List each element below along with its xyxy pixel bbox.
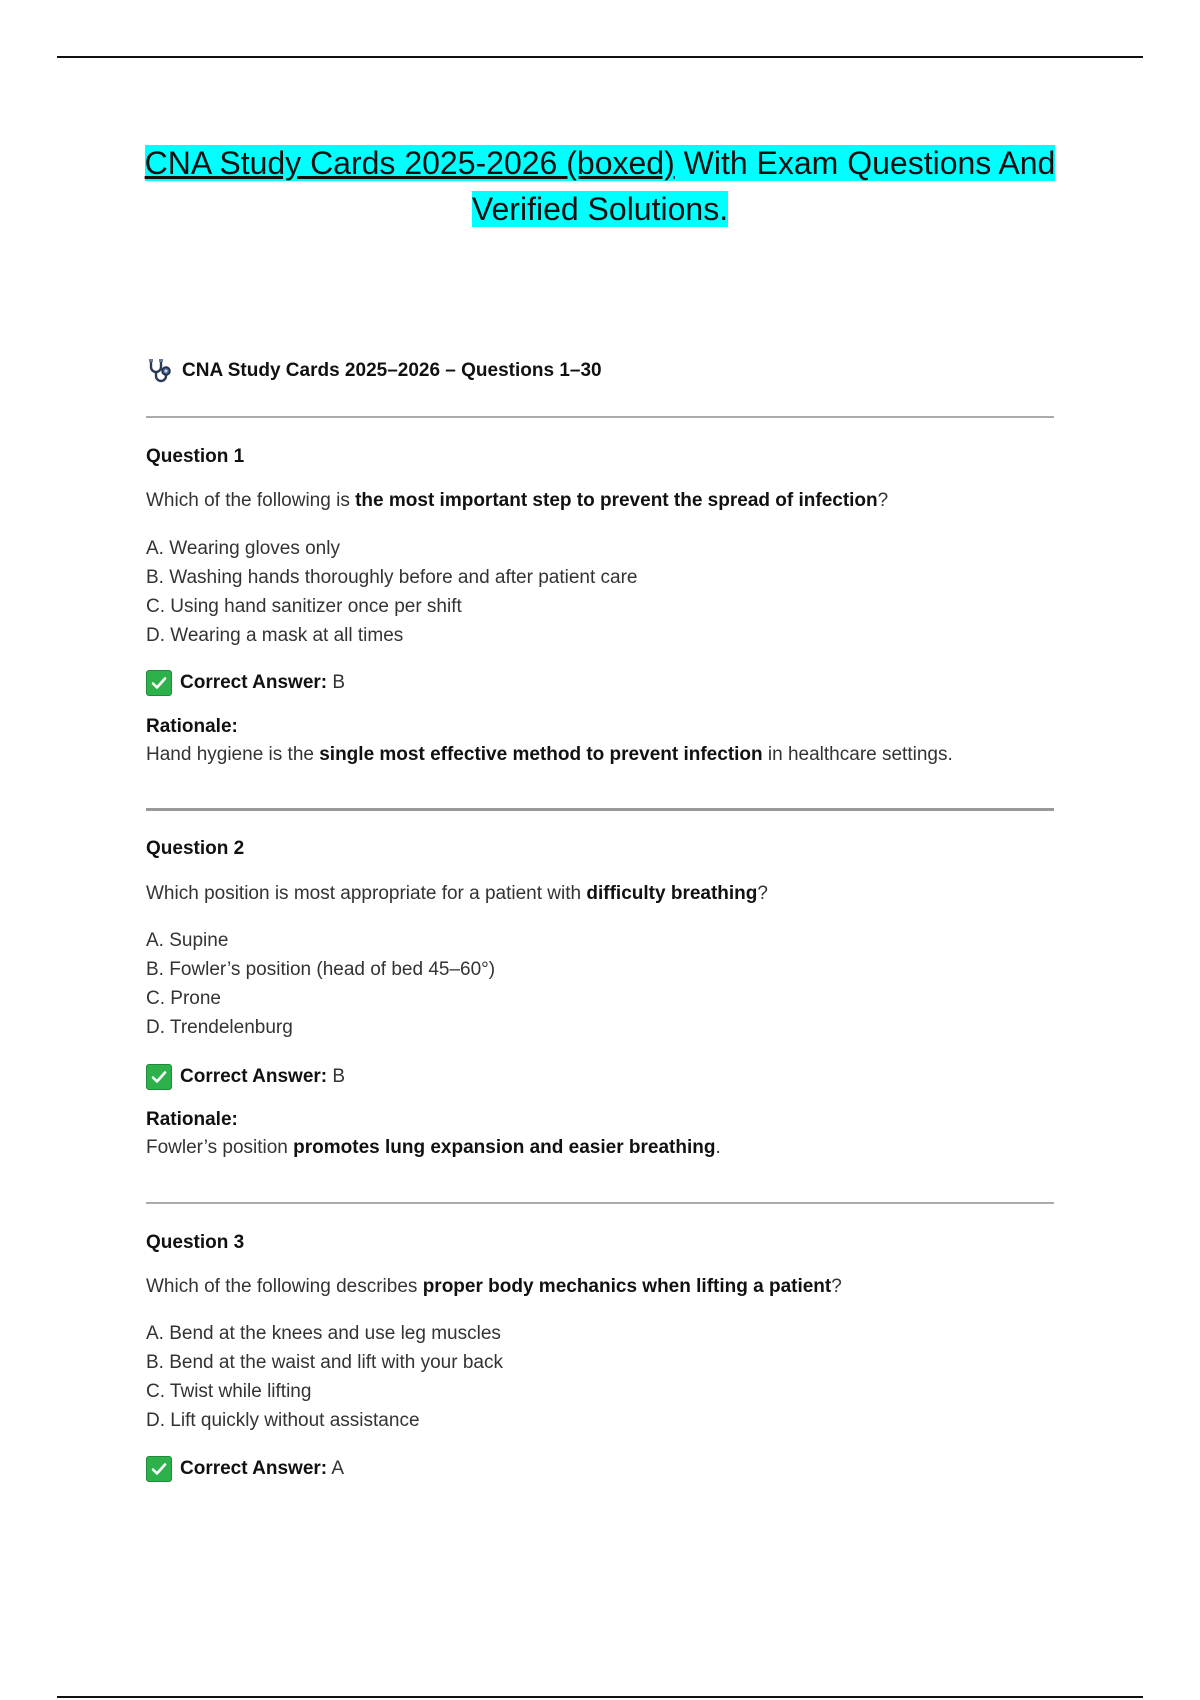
correct-answer — [146, 1456, 1054, 1482]
title-rest: With Exam Questions And — [674, 145, 1056, 181]
question-heading: Question 3 — [146, 1232, 245, 1253]
question-heading: Question 1 — [146, 446, 245, 467]
correct-answer-value: A — [327, 1458, 345, 1479]
question-text-post: ? — [877, 490, 889, 511]
rationale-emphasis: promotes lung expansion and easier breathing — [293, 1137, 716, 1158]
rationale-label: Rationale: — [146, 1109, 238, 1130]
option-d: D. Lift quickly without assistance — [146, 1410, 420, 1431]
question-text — [146, 1276, 1054, 1298]
section-subheading — [146, 354, 1054, 388]
question-text-post: ? — [831, 1276, 842, 1297]
title-line-1 — [145, 145, 1056, 181]
question-heading: Question 2 — [146, 838, 245, 859]
rationale-label: Rationale: — [146, 716, 238, 737]
rationale-emphasis: single most effective method to prevent infection — [319, 744, 763, 765]
option-a: A. Wearing gloves only — [146, 538, 340, 559]
page-top-rule — [57, 56, 1143, 58]
options-list — [146, 534, 1054, 650]
option-d: D. Wearing a mask at all times — [146, 625, 404, 646]
correct-answer-value: B — [327, 1066, 346, 1087]
question-1 — [146, 446, 1054, 468]
correct-answer-value: B — [327, 672, 346, 693]
options-list — [146, 1319, 1054, 1435]
option-a: A. Supine — [146, 930, 229, 951]
question-text-emphasis: the most important step to prevent the spread of infection — [355, 490, 878, 511]
option-b: B. Bend at the waist and lift with your back — [146, 1352, 503, 1373]
title-line-2: Verified Solutions. — [471, 191, 729, 227]
option-b: B. Washing hands thoroughly before and after patient care — [146, 567, 638, 588]
question-text — [146, 490, 1054, 512]
rationale-post: . — [715, 1137, 721, 1158]
correct-answer — [146, 1064, 1054, 1090]
question-2 — [146, 838, 1054, 860]
subheading-text: CNA Study Cards 2025–2026 – Questions 1–30 — [182, 360, 602, 381]
rationale-pre: Fowler’s position — [146, 1137, 294, 1158]
rationale-text — [146, 1137, 1054, 1159]
correct-answer-label: Correct Answer: — [180, 672, 328, 693]
page-bottom-rule — [57, 1696, 1143, 1698]
stethoscope-icon — [146, 357, 174, 385]
rationale-post: in healthcare settings. — [762, 744, 953, 765]
option-b: B. Fowler’s position (head of bed 45–60°) — [146, 959, 496, 980]
check-mark-icon — [146, 670, 172, 696]
option-c: C. Using hand sanitizer once per shift — [146, 596, 462, 617]
document-title — [100, 140, 1100, 232]
question-text-pre: Which of the following is — [146, 490, 356, 511]
option-c: C. Twist while lifting — [146, 1381, 312, 1402]
rationale-text — [146, 744, 1054, 766]
rationale-pre: Hand hygiene is the — [146, 744, 320, 765]
check-mark-icon — [146, 1064, 172, 1090]
correct-answer-label: Correct Answer: — [180, 1066, 328, 1087]
title-underlined-part: CNA Study Cards 2025-2026 (boxed) — [144, 145, 675, 181]
question-text — [146, 883, 1054, 905]
correct-answer — [146, 670, 1054, 696]
separator — [146, 808, 1054, 811]
question-text-pre: Which of the following describes — [146, 1276, 423, 1297]
correct-answer-label: Correct Answer: — [180, 1458, 328, 1479]
check-mark-icon — [146, 1456, 172, 1482]
option-a: A. Bend at the knees and use leg muscles — [146, 1323, 501, 1344]
question-text-emphasis: difficulty breathing — [586, 883, 758, 904]
option-d: D. Trendelenburg — [146, 1017, 293, 1038]
question-3 — [146, 1232, 1054, 1254]
option-c: C. Prone — [146, 988, 221, 1009]
question-text-pre: Which position is most appropriate for a patient with — [146, 883, 587, 904]
options-list — [146, 926, 1054, 1042]
separator — [146, 416, 1054, 418]
question-text-emphasis: proper body mechanics when lifting a patient — [422, 1276, 832, 1297]
question-text-post: ? — [757, 883, 768, 904]
separator — [146, 1202, 1054, 1204]
